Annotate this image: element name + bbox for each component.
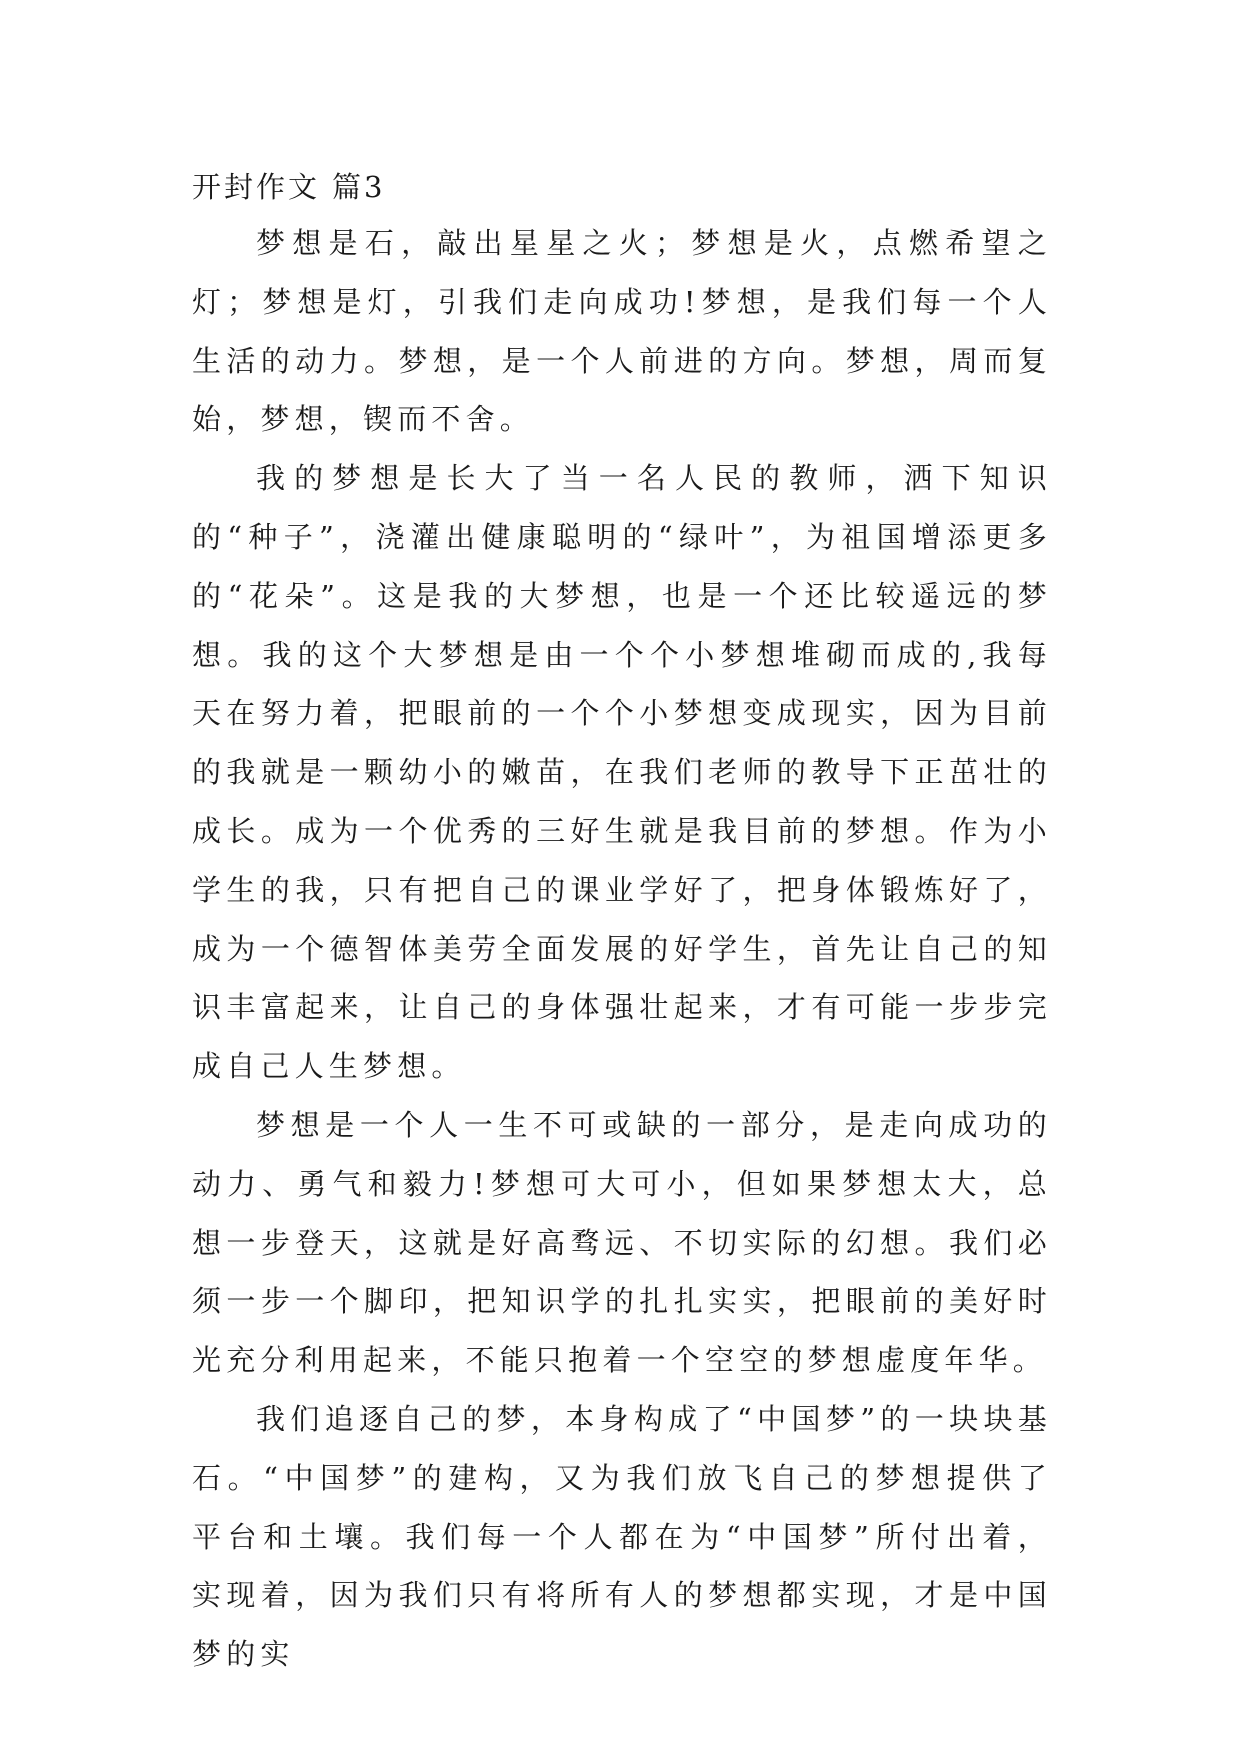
paragraph-1: 梦想是石，敲出星星之火；梦想是火，点燃希望之灯；梦想是灯，引我们走向成功!梦想，是我们每一个人生活的动力。梦想，是一个人前进的方向。梦想，周而复始，梦想，锲而不舍。 bbox=[192, 226, 1052, 437]
paragraph-4: 我们追逐自己的梦，本身构成了“中国梦”的一块块基石。“中国梦”的建构，又为我们放飞自己的梦想提供了平台和土壤。我们每一个人都在为“中国梦”所付出着，实现着，因为我们只有将所有人的梦想都实现，才是中国梦的实 bbox=[192, 1401, 1052, 1672]
document-body bbox=[192, 160, 1052, 1684]
title-text: 开封作文 bbox=[192, 170, 321, 204]
document-title bbox=[192, 160, 1052, 214]
paragraph-2: 我的梦想是长大了当一名人民的教师，洒下知识的“种子”，浇灌出健康聪明的“绿叶”，为祖国增添更多的“花朵”。这是我的大梦想，也是一个还比较遥远的梦想。我的这个大梦想是由一个个小梦想堆砌而成的,我每天在努力着，把眼前的一个个小梦想变成现实，因为目前的我就是一颗幼小的嫩苗，在我们老师的教导下正茁壮的成长。成为一个优秀的三好生就是我目前的梦想。作为小学生的我，只有把自己的课业学好了，把身体锻炼好了，成为一个德智体美劳全面发展的好学生，首先让自己的知识丰富起来，让自己的身体强壮起来，才有可能一步步完成自己人生梦想。 bbox=[192, 461, 1052, 1084]
paragraph-3: 梦想是一个人一生不可或缺的一部分，是走向成功的动力、勇气和毅力!梦想可大可小，但如果梦想太大，总想一步登天，这就是好高骛远、不切实际的幻想。我们必须一步一个脚印，把知识学的扎扎实实，把眼前的美好时光充分利用起来，不能只抱着一个空空的梦想虚度年华。 bbox=[192, 1107, 1052, 1378]
section-label: 篇3 bbox=[332, 170, 386, 204]
